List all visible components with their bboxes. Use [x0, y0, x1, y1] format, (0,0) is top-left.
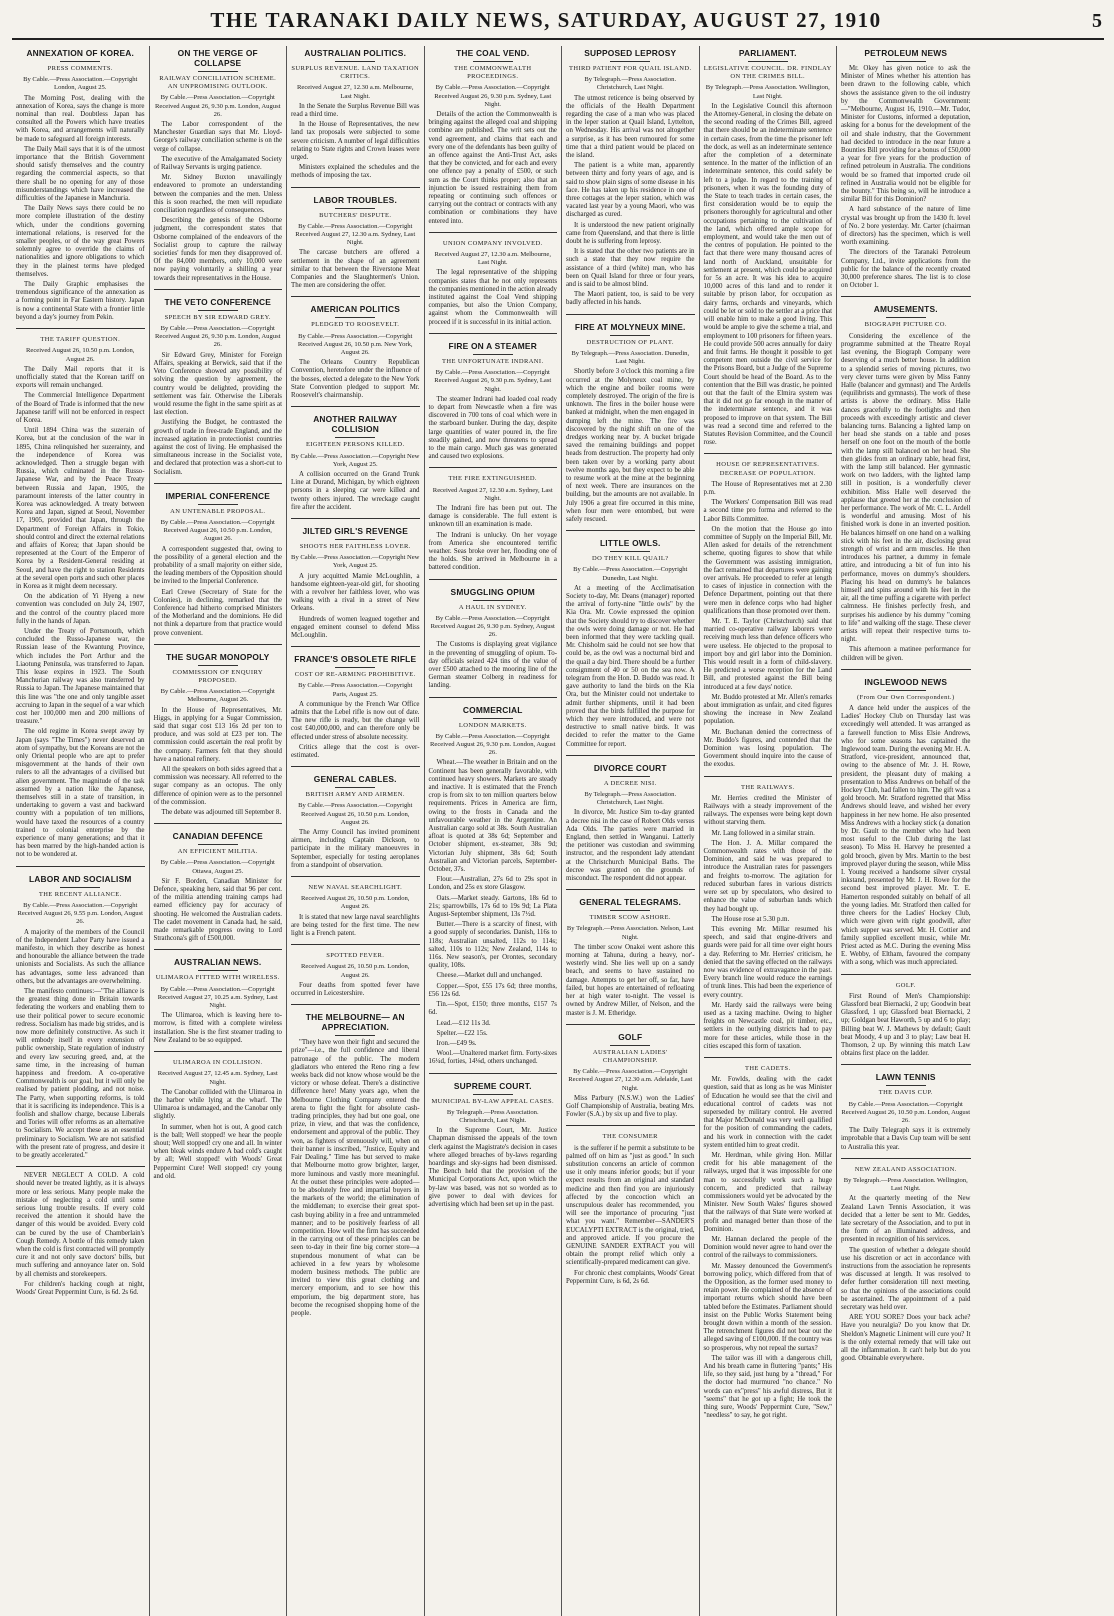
article-paragraph: In the House of Representatives, the new land tax proposals were subjected to some severe criticism. A number of legal difficulties relating to State rights and Crown leases were urged. — [291, 121, 420, 162]
article-paragraph: It is stated that the other two patients are in such a state that they now require the assistance of a third (white) man, who has been on Quail Island for three or four years, and is said to be almost blind. — [566, 248, 695, 289]
article-paragraph: In the Senate the Surplus Revenue Bill was read a third time. — [291, 102, 420, 119]
article-paragraph: Wheat.—The weather in Britain and on the Continent has been generally favorable, with continued heavy showers. Markets are steady and inactive. It is estimated that the French crop is from six to ten million quarters below requirements. Prices in America are firm, owing to the frosts in Canada and the unfavourable weather in the Argentine. An Australian cargo sold at 38s. South Australian afloat is quoted at 38s 6d; September and October shipment, ex-steamer, 38s 9d; Victorian July shipment, 38s 6d; South Australian and Victorian parcels, September-October, 37s. — [428, 759, 557, 874]
article-subhead: PLEDGED TO ROOSEVELT. — [311, 321, 400, 329]
headline-rule — [610, 335, 650, 336]
article-subhead: (From Our Own Correspondent.) — [856, 693, 955, 701]
article-paragraph: Four deaths from spotted fever have occurred in Leicestershire. — [291, 981, 420, 998]
headline-rule — [198, 310, 238, 311]
article-paragraph: The Daily Mail reports that it is unofficially stated that the Korean tariff on exports will remain unchanged. — [16, 365, 145, 390]
article-subhead: AN UNTENABLE PROPOSAL. — [170, 507, 266, 515]
headline-rule — [335, 539, 375, 540]
article-paragraph: Mr. Lang followed in a similar strain. — [711, 829, 815, 837]
headline-rule — [335, 667, 375, 668]
article-subhead: DO THEY KILL QUAIL? — [592, 555, 669, 563]
article — [154, 48, 283, 283]
article-paragraph: It is stated that new large naval searchlights are being tested for the first time. The new light is a French patent. — [291, 913, 420, 938]
article-headline: LABOR AND SOCIALISM — [28, 873, 132, 884]
article-paragraph: A correspondent suggested that, owing to the possibility of a general election and the probability of a small majority on either side, the leading members of the Opposition should be invited to the Imperial Conference. — [153, 545, 282, 586]
article-headline: LABOR TROUBLES. — [313, 194, 397, 205]
article — [429, 232, 558, 327]
article-paragraph: Describing the genesis of the Osborne judgment, the correspondent states that Osborne complained of the endeavors of the Socialist group to capture the railway societies' funds for men they disapproved of. Of the 84,000 members, only 10,000 were now paying voluntarily a shilling a year towards their representatives in the House. — [153, 217, 282, 282]
headline-rule — [610, 551, 650, 552]
article — [291, 944, 420, 998]
headline-rule — [335, 317, 375, 318]
article-paragraph: Sir Edward Grey, Minister for Foreign Affairs, speaking at Berwick, said that if the Veto Conference showed any possibility of solving the question by agreement, the country would be delighted, providing the settlement was fair. Otherwise the Liberals would resume the fight in the same spirit as at last election. — [153, 351, 282, 417]
column-4 — [425, 46, 563, 1616]
article — [154, 949, 283, 1045]
headline-rule — [335, 437, 375, 438]
article-subhead: THE TARIFF QUESTION. — [40, 336, 121, 344]
article-headline: SUPPOSED LEPROSY — [584, 48, 677, 58]
article-paragraph: Shortly before 3 o'clock this morning a fire occurred at the Molyneux coal mine, by which the engine and boiler rooms were completely destroyed. The origin of the fire is unknown. The fires in the boiler house were banked at midnight, when the men engaged in dumping left the mine. The fire was discovered by the night shift on one of the dredges working near by. A bucket brigade saved the remaining buildings and poppet heads from destruction. The property had only been taken over by a working party about twelve months ago, but they expect to be able to resume work at the mine at the beginning of next week. There are insurances on the building, but the amounts are not available. In July 1906 a great fire occurred in this mine, when four men were entombed, but were safely rescued. — [566, 368, 695, 523]
article — [291, 406, 420, 512]
article-headline: ANNEXATION OF KOREA. — [26, 48, 135, 58]
article-headline: LITTLE OWLS. — [599, 538, 661, 549]
article-paragraph: In the House of Representatives, Mr. Higgs, in applying for a Sugar Commission, said that sugar cost £13 16s 2d per ton to produce, and was sold at £23 per ton. The commission could ascertain the real profit by the company. Farmers felt that they should have a national refinery. — [153, 706, 282, 763]
article-paragraph: Miss Parbury (N.S.W.) won the Ladies' Golf Championship of Australia, beating Mrs. Fowler (S.A.) by six up and five to play. — [566, 1094, 695, 1119]
article-dateline: By Cable.—Press Association.—Copyright Received August 26, 9.30 p.m. Sydney, Last Night. — [434, 84, 552, 108]
article-subhead: ULIMAROA FITTED WITH WIRELESS. — [155, 974, 280, 982]
article-paragraph: The Daily News says there could be no more complete illustration of the destiny which, under the conditions governing international relations, is reserved for the smaller peoples, or of the way great Powers solemnly agree to override the claims of nationalities and ignore obligations to which they in the plainest terms have pledged themselves. — [16, 205, 145, 278]
article — [291, 1004, 420, 1318]
article-paragraph: For chronic chest complaints, Woods' Great Peppermint Cure, is 6d, 2s 6d. — [566, 1269, 695, 1285]
article-dateline: By Telegraph.—Press Association. Christchurch, Last Night. — [446, 1108, 539, 1124]
article-paragraph: It is understood the new patient originally came from Queensland, and that there is little doubt he is suffering from leprosy. — [566, 221, 695, 246]
article-dateline: By Telegraph.—Press Association. Nelson, Last Night. — [566, 925, 694, 941]
article-paragraph: For children's hacking cough at night, Woods' Great Peppermint Cure, is 6d. 2s 6d. — [16, 1280, 145, 1297]
article-paragraph: On the motion that the House go into committee of Supply on the Imperial Bill, Mr. Allen asked for details of the retrenchment scheme, quoting figures to show that while the Government was assisting immigration, the fact remained that departures were gaining over arrivals. He proceeded to refer at length to cases of injustice in connection with the Defence Department, pointing out that there were men in defence corps who had higher qualifications than those promoted over them. — [703, 525, 832, 615]
column-5 — [562, 46, 700, 1616]
article-headline: INGLEWOOD NEWS — [864, 676, 948, 687]
article-subhead: COST OF RE-ARMING PROHIBITIVE. — [294, 671, 416, 679]
article-paragraph: Ministers explained the schedules and the methods of imposing the tax. — [291, 164, 420, 180]
article — [841, 48, 971, 290]
article-dateline: By Telegraph.—Press Association. Christchurch, Last Night. — [584, 791, 677, 807]
article-paragraph: Mr. Massey denounced the Government's borrowing policy, which differed from that of the Opposition, as the former used money to retain power. He complained of the absence of important returns which should have been tabled before the Estimates. Parliament should insist on the Public Works Statement being brought down within a month of the session. The retrenchment figures did not bear out the alleged saving of £100,000. If the country was so prosperous, why not repeal the surtax? — [703, 1262, 832, 1352]
article-paragraph: The Indrani is unlucky. On her voyage from America she encountered terrific weather. Seas broke over her, flooding one of the holds. She arrived in Melbourne in a battered condition. — [428, 531, 557, 572]
article — [841, 1158, 971, 1364]
article-paragraph: Mr. Okey has given notice to ask the Minister of Mines whether his attention has been drawn to the following cable, which shows the assistance given to the oil industry by the Commonwealth Government:—"Melbourne, August 16, 1910.—Mr. Tudor, Minister for Customs, informed a deputation, asking for a bonus for the development of the oil and shale industry, that the Government had decided to introduce in the near future a Bounties Bill providing for a bonus of £50,000 a year for five years for the production of refined petroleum in Australia. The conditions would be so framed that imported crude oil refined in Australia would not be eligible for the bounty." This being so, will he introduce a similar Bill for this Dominion? — [841, 65, 971, 204]
article-dateline: By Cable.—Press Association.—Copyright Received August 26, 10.50 p.m. London, August 26. — [160, 518, 275, 543]
article — [16, 1166, 145, 1297]
article-paragraph: The tailor was ill with a dangerous chill, And his breath came in fluttering "pants;" His life, so they said, just hung by a "thread," For the doctor had murmured "no chance." No words can ex"press" his awful distress, But it "seems" that he got up a fight; He took the thing sure, Woods' Peppermint Cure, "Sew," "needless" to say, he got right. — [703, 1354, 832, 1420]
article-paragraph: Cheese.—Market dull and unchanged. — [436, 972, 543, 980]
article-headline: GENERAL CABLES. — [313, 774, 397, 785]
column-6 — [700, 46, 838, 1616]
article-paragraph: All the speakers on both sides agreed that a commission was necessary. All referred to the sugar company as an octopus. The only difference of opinion were as to the personnel of the commission. — [153, 766, 282, 806]
headline-rule — [335, 208, 375, 209]
article-paragraph: Tin.—Spot, £150; three months, £157 7s 6d. — [428, 1001, 557, 1017]
article-paragraph: The utmost reticence is being observed by the officials of the Health Department regarding the case of a man who was placed in the leper station at Quail Island, Lyttelton, on Wednesday. His arrival was not altogether a surprise, as it has been rumoured for some time that a third patient would be placed on the island. — [566, 94, 695, 160]
article-headline: JILTED GIRL'S REVENGE — [302, 525, 409, 536]
article-paragraph: The directors of the Taranaki Petroleum Company, Ltd., invite applications from the public for the balance of the recently created 30,000 preference shares. The list is to close on October 1. — [841, 249, 971, 290]
article-dateline: By Cable.—Press Association.—Copyright Melbourne, August 26. — [160, 688, 275, 704]
article-paragraph: The House of Representatives met at 2.30 p.m. — [703, 480, 832, 496]
article-paragraph: Oats.—Market steady. Gartons, 18s 6d to 21s; sparrowbills, 17s 6d to 19s 9d; La Plata August-September shipment, 13s 7½d. — [428, 894, 557, 919]
article-dateline: Received August 27, 12.30 a.m. Melbourne, Last Night. — [297, 84, 414, 100]
article-paragraph: The executive of the Amalgamated Society of Railway Servants is urging patience. — [153, 155, 282, 172]
article-paragraph: The manifesto continues:—"The alliance is the greatest thing done in Britain towards federating the workers and enabling them to use their political power to secure economic redress. Socialism has made big strides, and is now more definitely constructive. As such it will embody itself in every extension of public ownership, State regulation of industry and every law securing greed, and, at the same time, in the increasing of human happiness and freedom. A co-operative Commonwealth is our goal, but it will only be realised by patient plodding, and not noise. The Party, when supporting reforms, is told that it is sacrificing its independence. This is a foolish and shallow charge, because Liberals and Tories will offer reforms as an alternative to Socialism. We accept these as an essential preliminary to Socialism. We are not satisfied with the present rate of progress, and desire it to be greatly accelerated." — [16, 987, 145, 1159]
article-dateline: By Cable.—Press Association.—Copyright Dunedin, Last Night. — [573, 566, 688, 582]
article-subhead: THIRD PATIENT FOR QUAIL ISLAND. — [569, 65, 692, 72]
article — [16, 48, 145, 322]
article-paragraph: The timber scow Onakei went ashore this morning at Tahuna, during a heavy, nor'-westerly wind. She lies well up on a sandy beach, and seems to have sustained no damage. Attempts to get her off, so far, have failed, but hopes are entertained of refloating her at high water to-night. The vessel is owned by Andrew Miller, of Nelson, and the master is J. M. Etheridge. — [566, 943, 695, 1017]
article-dateline: Received August 26, 10.50 p.m. London, August 26. — [301, 963, 410, 979]
article-paragraph: The debate was adjourned till September 8. — [161, 809, 282, 817]
article-subhead: EIGHTEEN PERSONS KILLED. — [305, 441, 405, 449]
article-paragraph: Mr. Fowlds, dealing with the cadet question, said that as long as he was Minister of Education he would see that the civil and educational control of cadets was not superseded by military control. He averred that Major McDonald was very well qualified for the position of commanding the cadets, and his work in connection with the cadet system entitled him to great credit. — [703, 1076, 832, 1149]
headline-rule — [610, 910, 650, 911]
article-paragraph: A hard substance of the nature of lime crystal was brought up from the 1430 ft. level of No. 2 bore yesterday. Mr. Carter (chairman of directors) has the specimen, which is well worth examining. — [841, 206, 971, 247]
article-paragraph: First Round of Men's Championship: Glassford beat Biernacki, 2 up; Goodwin beat Glassford, 1 up; Glassford beat Biernacki, 2 up; Goldgan beat Haworth, 5 up and 6 to play; Billing beat W. J. Mathews by default; Gault beat Moody, 4 up and 3 to play; Law beat H. Thomson, 2 up. By winning this match Law obtains first place on the ladder. — [841, 992, 971, 1058]
article-subhead: THE UNFORTUNATE INDRANI. — [442, 357, 544, 365]
article-paragraph: Copper.—Spot, £55 17s 6d; three months, £56 12s 6d. — [428, 982, 557, 998]
article-paragraph: Mr. T. E. Taylor (Christchurch) said that married co-operative railway laborers were receiving much less than defence officers who were useless. He objected to the proposal to import boy and girl labor into the Dominion. This would result in a form of child-slavery. He predicted a worse reception for the Land Bill, and protested against the Bill being introduced at a few days' notice. — [703, 618, 832, 691]
article-headline: GOLF — [618, 1031, 643, 1042]
article — [704, 453, 833, 769]
article — [291, 766, 420, 870]
article-subhead: BUTCHERS' DISPUTE. — [319, 211, 392, 219]
article-paragraph: The Customs is displaying great vigilance in the preventing of smuggling of opium. To-day officials seized 424 tins of the value of over £500 attached to the mooring line of the German steamer Colberg in readiness for landing. — [428, 641, 557, 690]
article-paragraph: The House rose at 5.30 p.m. — [711, 915, 790, 923]
article-dateline: By Cable.—Press Association.—Copyright Received August 26, 10.50 p.m. New York, August 26. — [297, 332, 413, 357]
article-paragraph: The Commercial Intelligence Department of the Board of Trade is informed that the new Japanese tariff will not be enforced in respect of Korea. — [16, 392, 145, 424]
article-paragraph: The Daily Telegraph says it is extremely improbable that a Davis Cup team will be sent to Australia this year. — [841, 1127, 971, 1151]
headline-rule — [473, 354, 513, 355]
headline-rule — [198, 665, 238, 666]
article-headline: AUSTRALIAN POLITICS. — [304, 48, 407, 58]
article — [566, 755, 695, 883]
headline-rule — [748, 61, 788, 62]
article-headline: THE VETO CONFERENCE — [164, 296, 271, 307]
article-subhead: NEW ZEALAND ASSOCIATION. — [854, 1165, 957, 1173]
headline-rule — [60, 887, 100, 888]
article-dateline: By Telegraph.—Press Association. Wellington, Last Night. — [705, 84, 830, 100]
article-paragraph: The Ulimaroa, which is leaving here to-morrow, is fitted with a complete wireless installation. She is the first steamer trading to New Zealand to be so equipped. — [153, 1012, 282, 1044]
article-headline: THE MELBOURNE— AN APPRECIATION. — [305, 1012, 405, 1033]
article-paragraph: This evening Mr. Millar resumed his speech, and said that engine-drivers and guards were paid for all time over eight hours a day. Referring to Mr. Herries' criticism, he denied that the saving effected on the railways now was evidence of extravagance in the past. Every branch line would reduce the earnings of trunk lines. This had been the experience of every country. — [703, 925, 832, 999]
headline-rule — [473, 61, 513, 62]
article — [429, 467, 558, 572]
article-paragraph: Considering the excellence of the programme submitted at the Theatre Royal last evening, the Biograph Company were deserving of a much better house. In addition to a splendid series of moving pictures, two very clever turns were given by Miss Fanny Halle (balancer and gymnast) and The Ardells (equilibrists and gymnasts). The work of these artists is above the ordinary. Miss Halle dances gracefully to the footlights and then proceeds with exceedingly artistic and clever balancing turns. Balancing a lighted lamp on her head she stands on a table and poses herself on one foot on the mouth of the bottle with the lamp still balanced on her head. She then glides from an ordinary table, head first, with the lamp still balanced. Her gymnastic work on two ladders, with the lighted lamp still in position, is a wonderfully clever exhibition. Miss Halle well deserved the applause that greeted her at the conclusion of her performance. The work of Mr. C. L. Ardell is wonderful and amusing. Most of his finished work is done in an inverted position. He balances himself on one hand on a walking stick with his feet in the air, disclosing great strength of wrist and arm muscles. He then introduces his partner, a dummy in female attire, and introducing a bit of fun into his performance, moves on dummy's shoulders. Placing his head on dummy's he balances himself and spins around with his feet in the air, all the time puffing a cigarette with perfect calmness. He finishes perfectly fresh, and surprises his audience by his dummy "coming to life" and walking off the stage. These clever artists will repeat their respective turns to-night. — [841, 332, 971, 644]
article-paragraph: The Morning Post, dealing with the annexation of Korea, says the change is more nominal than real. Doubtless Japan has consulted all the Powers which have treaties with Korea, and arrangements will naturally be made to safeguard all foreign interests. — [16, 94, 145, 143]
article-subhead: THE DAVIS CUP. — [878, 1089, 933, 1097]
article-paragraph: At the quarterly meeting of the New Zealand Lawn Tennis Association, it was decided that a letter be sent to Mr. Geddes, late secretary of the Association, and to put in the form of an illuminated address, and presented in recognition of his services. — [841, 1195, 971, 1244]
article-paragraph: The Daily Graphic emphasises the tremendous significance of the annexation as a forming point in Far Eastern history. Japan is now a continental State with a frontier little beyond a day's journey from Pekin. — [16, 281, 145, 321]
article-headline: COMMERCIAL — [462, 704, 523, 715]
article-paragraph: Details of the action the Commonwealth is bringing against the alleged coal and shipping combine are published. The writ sets out the vend agreement, and claims that each and every one of the defendants has been guilty of an offence against the Anti-Trust Act, asks that they be convicted, and for each and every one offence pay a penalty of £500, or such sum as the Court thinks proper; also that an injunction be issued restraining them from repeating or continuing such offences or carrying out the contract or contracts with any combination or combinations they have entered into. — [428, 111, 557, 225]
column-1 — [12, 46, 150, 1616]
headline-rule — [473, 1094, 513, 1095]
article-paragraph: "They have won their fight and secured the prize"—i.e., the full confidence and liberal patronage of the public. The modern gladiators who entered the Reno ring a few weeks back did not know whose would be the victory or whose defeat. There's a distinctive difference here! Many years ago, when the Melbourne Clothing Company entered the arena to fight the fight for absolute cash-trading principles, they had but one goal, one prize, in view, and that was the confidence, endorsement and approval of the public. They won, as fighters of strenuously will, when on their banner is inscribed, "Justice, Equity and Fair Dealing." Time has but served to make that Melbourne motto grow brighter, larger, more luminous and vastly more meaningful. At the outset these principles were adopted—to be absolutely free and impartial buyers in the markets of the world; the elimination of the middleman; to exercise their great spot-cash buying ability in a free and untrammeled manner; and to be positively fearless of all competition. How well the firm has succeeded in the carrying out of these principles can be seen to-day in their fine big corner store—a stupendous monument of what can be achieved in a few years by wholesome modern business methods. The public are invited to view this great clothing and mercery emporium, and to see how this emporium, the big department store, has become the recognised shopping home of the people. — [291, 1039, 420, 1317]
article-headline: FRANCE'S OBSOLETE RIFLE — [294, 654, 417, 665]
article-subhead: GOLF. — [895, 981, 916, 989]
article — [154, 823, 283, 943]
article-dateline: By Cable.—Press Association.—Copyright Ottawa, August 25. — [160, 859, 275, 875]
article-paragraph: The question of whether a delegate should use his discretion or act in accordance with instructions from the association he represents was discussed at length. It was resolved to defer further consideration till next meeting, so that the opinions of the associations could be ascertained. The appointment of a paid secretary was held over. — [841, 1246, 971, 1312]
article-headline: AMUSEMENTS. — [873, 304, 938, 315]
article-paragraph: Sir F. Borden, Canadian Minister for Defence, speaking here, said that 96 per cent. of the militia attending training camps had earned efficiency pay for accuracy of shooting. He welcomed the Australian cadets. The cadet movement in Canada had, he said, made remarkable progress owing to Lord Strathcona's gift of £500,000. — [153, 877, 282, 943]
page-number: 5 — [1092, 10, 1102, 32]
article-paragraph: Mr. Sidney Buxton unavailingly endeavored to promote an understanding between the companies and the men. Unless this is soon reached, the men will repudiate conciliation regardless of consequences. — [153, 174, 282, 215]
article-headline: CANADIAN DEFENCE — [172, 831, 263, 842]
article-paragraph: The legal representative of the shipping companies states that he not only represents the companies mentioned in the action already instituted against the Coal Vend shipping companies, but also the Union Company, against whom the Commonwealth will proceed if it is successful in its initial action. — [428, 269, 557, 326]
article-headline: LAWN TENNIS — [875, 1072, 936, 1083]
article-paragraph: At a meeting of the Acclimatisation Society to-day, Mr. Deans (manager) reported the arrival of forty-nine "little owls" by the Kia Ora. Mr. Cowie expressed the opinion that the Society should try to discover whether the owls were doing damage or not. He had been informed that they were tackling quail. Mr. Chisholm said he could not see how that could be, as the owl was a nocturnal bird and the quail a day bird. There should be a further consignment of 40 or 50 on the sea now. A telegram from the Hon. D. Buddo was read. It gave authority to land the birds on the Kia Ora, but the Minister could not undertake to admit further shipments, until it had been proved that the birds fulfilled the purpose for which they were introduced, and were not destructive to small native birds. It was decided to refer the matter to the Game Committee for report. — [566, 584, 695, 748]
article-dateline: Received August 26, 10.50 p.m. London, August 26. — [301, 895, 410, 911]
article-dateline: Received August 27, 12.30 a.m. Sydney, Last Night. — [432, 486, 553, 502]
article-paragraph: Mr. Hannan declared the people of the Dominion would never agree to hand over the control of the railways to commissioners. — [703, 1236, 832, 1260]
article-headline: GENERAL TELEGRAMS. — [579, 897, 682, 908]
article — [154, 483, 283, 638]
article-dateline: By Cable.—Press Association.—Copyright Received August 26, 9.30 p.m. London, August 26. — [430, 732, 556, 757]
article — [704, 48, 833, 447]
article — [154, 289, 283, 477]
article-headline: THE COAL VEND. — [456, 48, 530, 58]
article — [16, 328, 145, 860]
headline-rule — [610, 1045, 650, 1046]
headline-rule — [198, 970, 238, 971]
article-dateline: By Cable.—Press Association.—Copyright New York, August 25. — [291, 554, 420, 570]
article-subhead: NEW NAVAL SEARCHLIGHT. — [308, 884, 403, 892]
article-paragraph: In summer, when hot is out, A good catch is the ball; Well stopped! we hear the people shout; Well stopped! cry one and all. In winter when bleak winds endure A bad cold's caught by all; Well stopped! with Woods' Great Peppermint Cure! Well stopped! cry young and old. — [153, 1123, 282, 1180]
article-subhead: COMMISSION OF ENQUIRY PROPOSED. — [172, 668, 263, 684]
article-dateline: By Cable.—Press Association.—Copyright Received August 26, 9.30 p.m. Sydney, Last Night. — [434, 369, 552, 393]
article-dateline: By Cable.—Press Association.—Copyright Received August 26, 9.55 p.m. London, August 26. — [17, 901, 143, 926]
article-paragraph: ARE YOU SORE? Does your back ache? Have you neuralgia? Do you know that Dr. Sheldon's Magnetic Liniment will cure you? It is the only external remedy that will take out all the inflammation. It can't help but do you good. Obtainable everywhere. — [841, 1314, 971, 1363]
article-dateline: By Telegraph.—Press Association. Wellington, Last Night. — [843, 1176, 968, 1193]
article — [566, 314, 695, 524]
article-paragraph: is the sufferer if he permit a substitute to be palmed off on him as "just as good." In such substitution concerns an article of common use it only means inferior goods; but if your expect results from an original and standard medicine and then find you are injuriously affected by the concoction which an unscrupulous dealer has recommended, you will see the importance of procuring "just what you want." Remember—SANDER'S EUCALYPTI EXTRACT is the original, tried, and approved article. If you procure the GENUINE SANDER EXTRACT you will obtain the prompt relief which only a scientifically-prepared medicament can give. — [566, 1144, 695, 1267]
headline-rule — [198, 504, 238, 505]
headline-rule — [886, 1085, 926, 1086]
headline-rule — [198, 844, 238, 845]
article-paragraph: The Indrani fire has been put out. The damage is considerable. The full extent is unknown till an examination is made. — [428, 504, 557, 529]
article-paragraph: Mr. Hardy said the railways were being used as a taxing machine. Owing to higher freights on Newcastle coal, pit timber, etc., settlers in the outlying districts had to pay more for these articles, while those in the cities escaped this form of taxation. — [703, 1001, 832, 1050]
article — [566, 1125, 695, 1286]
article-subhead: THE RECENT ALLIANCE. — [38, 890, 122, 898]
headline-rule — [610, 61, 650, 62]
columns — [12, 46, 1104, 1616]
article-dateline: By Cable.—Press Association.—Copyright Received August 26, 10.50 p.m. London, August 26. — [298, 802, 413, 826]
article-paragraph: Wool.—Unaltered market firm. Forty-sixes 16¼d, forties, 14⅛d, others unchanged. — [428, 1050, 557, 1066]
article-dateline: By Telegraph.—Press Association. Dunedin, Last Night. — [571, 349, 690, 366]
article-headline: ANOTHER RAILWAY COLLISION — [313, 414, 398, 435]
newspaper-title: THE TARANAKI DAILY NEWS, SATURDAY, AUGUST 27, 1910 — [210, 8, 882, 32]
article-paragraph: The Canobar collided with the Ulimaroa in the harbor while lying at the wharf. The Ulimaroa is undamaged, and the Canobar only slightly. — [153, 1088, 282, 1121]
article-paragraph: Critics allege that the cost is over-estimated. — [291, 743, 420, 759]
article-subhead: ULIMAROA IN COLLISION. — [172, 1059, 263, 1067]
article-headline: SMUGGLING OPIUM — [450, 586, 535, 597]
article-dateline: By Cable.—Press Association.—Copyright Received August 26, 9.30 p.m. Sydney, August 26. — [430, 614, 555, 639]
column-3 — [287, 46, 425, 1616]
article-paragraph: A majority of the members of the Council of the Independent Labor Party have issued a manifesto, in which they describe as honest and honourable the alliance between the trade unionists and Socialists. As such the alliance has advantages, some less advanced than others, but the advantages are overwhelming. — [16, 928, 145, 985]
column-7 — [837, 46, 975, 1616]
article-subhead: DESTRUCTION OF PLANT. — [586, 338, 674, 346]
article-paragraph: Butter.—There is a scarcity of finest, with a good supply of secondaries. Danish, 116s to 118s; Australian unsalted, 112s to 114s; salted, 110s to 112s; New Zealand, 114s to 116s. New season's, per Orontes, secondary quality, 108s. — [428, 921, 557, 970]
article-paragraph: The steamer Indrani had loaded coal ready to depart from Newcastle when a fire was discovered in 700 tons of coal which were in the starboard bunker. During the day, despite large quantities of water poured in, the fire steadily gained, and now threatens to spread to the main cargo. Much gas was generated and caused two explosions. — [428, 395, 557, 461]
article — [429, 697, 558, 1067]
article — [429, 48, 558, 226]
article-headline: AUSTRALIAN NEWS. — [174, 957, 262, 968]
article-paragraph: Justifying the Budget, he contrasted the growth of trade in free-trade England, and the increased agitation in protectionist countries against the cost of living. He emphasised the simultaneous increase in the Socialist vote, and declared that protection was a short-cut to Socialism. — [153, 419, 282, 476]
article-subhead: A HAUL IN SYDNEY. — [458, 603, 527, 611]
article-subhead: A DECREE NISI. — [603, 779, 657, 787]
headline-rule — [610, 776, 650, 777]
article-subhead: THE CADETS. — [744, 1064, 791, 1072]
article — [429, 333, 558, 461]
article-paragraph: Mr. Herdman, while giving Hon. Millar credit for his able management of the railways, urged that it was impossible for one man to successfully work such a huge concern, and predicted that railway commissioners would yet be advocated by the Minister. New South Wales' figures showed that the railways of that State were worked at profit and managed better than those of the Dominion. — [703, 1151, 832, 1233]
article-subhead: THE COMMONWEALTH PROCEEDINGS. — [454, 65, 532, 81]
article-dateline: Received August 26, 10.50 p.m. London, August 26. — [26, 347, 135, 363]
article — [704, 776, 833, 1051]
article-subhead: THE RAILWAYS. — [740, 783, 795, 791]
headline-rule — [198, 71, 238, 72]
article-paragraph: The Maori patient, too, is said to be very badly affected in his hands. — [566, 291, 695, 307]
headline-rule — [886, 690, 926, 691]
article-paragraph: A communique by the French War Office admits that the Lebel rifle is now out of date. The new rifle is ready, but the change will cost £40,000,000, and can therefore only be effected under stress of absolute necessity. — [291, 700, 420, 741]
article-subhead: THE CONSUMER — [602, 1133, 658, 1141]
article-paragraph: This afternoon a matinee performance for children will be given. — [841, 646, 971, 662]
article-subhead: SPEECH BY SIR EDWARD GREY. — [164, 313, 271, 321]
article-paragraph: Spelter.—£22 15s. — [436, 1029, 488, 1037]
headline-rule — [473, 600, 513, 601]
article-paragraph: Mr. Herries credited the Minister of Railways with a steady improvement of the railways. The expenses were being kept down without starving them. — [703, 794, 832, 827]
headline-rule — [335, 61, 375, 62]
article-paragraph: A collision occurred on the Grand Trunk Line at Durand, Michigan, by which eighteen persons in a sleeping car were killed and twenty others injured. The wreckage caught fire after the accident. — [291, 470, 420, 511]
article-dateline: By Cable.—Press Association.—Copyright New York, August 25. — [291, 452, 420, 468]
article-headline: FIRE AT MOLYNEUX MINE. — [574, 321, 686, 332]
article-headline: PARLIAMENT. — [738, 48, 797, 58]
article-paragraph: The Army Council has invited prominent airmen, including Captain Dickson, to participate in the military manoeuvres in September, especially for testing aeroplanes from a standpoint of observation. — [291, 829, 420, 869]
article-headline: FIRE ON A STEAMER — [448, 340, 537, 351]
article — [704, 1057, 833, 1421]
article-paragraph: Under the Treaty of Portsmouth, which concluded the Russo-Japanese war, the Russian lease of the Kwantung Province, which includes the Port Arthur and the Liaotung Peninsula, was transferred to Japan. This lease expires in 1923. The South Manchurian railway was also transferred by Russia to Japan. The Japanese maintained that this line was "the one and only tangible asset accruing to Japan in the sequel of a war which cost her 100,000 men and 200 millions of treasure." — [16, 628, 145, 726]
article-paragraph: A dance held under the auspices of the Ladies' Hockey Club on Thursday last was exceedingly well attended. It was arranged as a farewell function to Miss Elsie Andrews, who for some seasons has captained the Inglewood team. During the evening Mr. H. A. Stratford, vice-president, announced that, owing to the absence of Mr. J. H. Rowe, president, the pleasant duty of making a presentation to Miss Andrews on behalf of the Hockey Club, had fallen to him. The gift was a gold brooch. Mr. Stratford regretted that Miss Andrews should leave, and wished her every happiness in her new home. He also presented Miss Andrews with a hockey stick (a donation by Dr. Gault to the member who had been most useful to the Club during the last season). To Miss H. Harvey he presented a gold brooch, given by Mrs. Martin to the best improved player during the season, while Miss I. Young received a handsome silver crystal inkstand, presented by Mr. J. H. Rowe for the second best improved player. Mr. T. E. Hamerton responded suitably on behalf of all the young ladies. Mr. Stratford then called for three cheers for the Ladies' Hockey Club, which were given with right goodwill, after which supper was served. Mr. H. Cottier and family supplied excellent music, while Mr. Priest acted as M.C. During the evening Miss E. Webby, of Eltham, favoured the company with a song, which was much appreciated. — [841, 705, 971, 967]
article-dateline: By Telegraph.—Press Association. Christchurch, Last Night. — [584, 76, 677, 92]
article-paragraph: A jury acquitted Mamie McLoughlin, a handsome eighteen-year-old girl, for shooting with a revolver her faithless lover, who was walking with a rival in a street of New Orleans. — [291, 572, 420, 613]
article-paragraph: On the abdication of Yi Hyeng a new convention was concluded on July 24, 1907, and the control of the country placed more fully in the hands of Japan. — [16, 593, 145, 625]
article-paragraph: The Hon. J. A. Millar compared the Commonwealth rates with those of the Dominion, and said he was prepared to introduce the Australian rates for passengers and freights to-morrow. The agitation for reduced suburban fares in various districts were set up by speculators, who desired to enhance the value of suburban lands which they had bought up. — [703, 839, 832, 913]
article-paragraph: Hundreds of women leagued together and engaged eminent counsel to defend Miss McLoughlin. — [291, 615, 420, 639]
article-subhead: AN EFFICIENT MILITIA. — [177, 848, 258, 856]
article-subhead: SURPLUS REVENUE. LAND TAXATION CRITICS. — [291, 65, 420, 81]
article-paragraph: The carcase butchers are offered a settlement in the shape of an agreement similar to that between the Riverstone Meat Companies and the Slaughtermen's Union. The men are considering the offer. — [291, 249, 420, 290]
article-subhead: UNION COMPANY INVOLVED. — [442, 239, 543, 247]
article-paragraph: The old regime in Korea swept away by Japan (says "The Times") never deserved an atom of sympathy, but the Koreans are not the only Oriental people who are apt to prefer misgovernment at the hands of their own rulers to all the advantages of a civilised but alien government. The magnitude of the task assumed by a nation like the Japanese, themselves still in a state of transition, in undertaking to govern a vast and backward country with a population of ten millions, would have taxed the resources of a country trained to colonial enterprise by the experience of many generations; and that it has been marred by the high-handed action is not to be wondered at. — [16, 728, 145, 859]
article-paragraph: In the Supreme Court, Mr. Justice Chapman dismissed the appeals of the town clerk against the Magistrate's decision in cases where alleged breaches of by-laws regarding hoardings and sky-signs had been dismissed. The Bench held that the provision of the Municipal Corporations Act, upon which the by-law was based, was not so worded as to give power to deal with devices for advertising which had been set up in the past. — [428, 1127, 557, 1208]
article-dateline: By Cable.—Press Association.—Copyright Paris, August 25. — [298, 682, 413, 698]
article-dateline: By Cable.—Press Association.—Copyright Received August 27, 10.25 a.m. Sydney, Last Night. — [157, 985, 278, 1010]
masthead — [12, 8, 1104, 40]
article-subhead: LONDON MARKETS. — [458, 721, 527, 729]
article — [566, 48, 695, 308]
article-paragraph: Until 1894 China was the suzerain of Korea, but at the conclusion of the war in 1895, China relinquished her suzerainty, and the independence of Korea was acknowledged. Then a struggle began with Russia, which culminated in the Russo-Japanese War, and by the Peace Treaty between Russia and Japan, 1905, the paramount interests of the latter country in Korea was acknowledged. A treaty between Korea and Japan, signed at Seoul, November 17, 1905, provided that Japan, through the Department of Foreign Affairs in Tokio, should control and direct the external relations and affairs of Korea; that Japan should be represented at the Court of the Emperor of Korea by a Resident-General residing at Seoul, and have the right to station Residents at the several open ports and such other places in Korea as it might deem necessary. — [16, 427, 145, 590]
column-2 — [150, 46, 288, 1616]
article-headline: PETROLEUM NEWS — [864, 48, 948, 58]
article-headline: THE SUGAR MONOPOLY — [166, 651, 270, 662]
article — [566, 889, 695, 1017]
article-dateline: By Cable.—Press Association.—Copyright Received August 26, 10.50 p.m. London, August 26. — [841, 1100, 971, 1124]
article — [291, 518, 420, 640]
article-dateline: By Cable.—Press Association.—Copyright Received August 27, 12.30 a.m. Sydney, Last Night. — [295, 222, 416, 247]
article-subhead: LEGISLATIVE COUNCIL. DR. FINDLAY ON THE CRIMES BILL. — [703, 65, 832, 81]
article-dateline: Received August 27, 12.45 a.m. Sydney, Last Night. — [157, 1070, 278, 1086]
article-subhead: THE FIRE EXTINGUISHED. — [448, 475, 537, 483]
article-headline: IMPERIAL CONFERENCE — [165, 490, 271, 501]
article-headline: ON THE VERGE OF COLLAPSE — [177, 48, 258, 68]
article — [841, 296, 971, 662]
headline-rule — [886, 61, 926, 62]
article — [291, 296, 420, 400]
article — [429, 1073, 558, 1210]
article — [841, 974, 971, 1059]
article — [841, 1064, 971, 1151]
article-paragraph: Flour.—Australian, 27s 6d to 29s spot in London, and 25s ex store Glasgow. — [428, 876, 557, 892]
article — [154, 1051, 283, 1181]
article — [566, 530, 695, 749]
article — [16, 866, 145, 1161]
article-subhead: RAILWAY CONCILIATION SCHEME. AN UNPROMISING OUTLOOK. — [159, 75, 277, 91]
article — [291, 646, 420, 760]
article-paragraph: The Workers' Compensation Bill was read a second time pro forma and referred to the Labor Bills Committee. — [703, 499, 832, 523]
article — [841, 669, 971, 968]
article-paragraph: Iron.—£49 9s. — [436, 1039, 477, 1047]
article — [291, 876, 420, 938]
article-paragraph: The patient is a white man, apparently between thirty and forty years of age, and is said to show plain signs of some disease in his face. He has taken up his residence in one of three cottages at the leper station, which was vacated last year by a young Maori, who was discharged as cured. — [566, 162, 695, 219]
article-subhead: BRITISH ARMY AND AIRMEN. — [305, 791, 405, 799]
article-paragraph: Earl Crewe (Secretary of State for the Colonies), in declining, remarked that the Conference had hitherto comprised Ministers of the Motherland and the dominions. He did not think a departure from that practice would prove convenient. — [153, 588, 282, 637]
article — [154, 644, 283, 817]
article-paragraph: In divorce, Mr. Justice Sim to-day granted a decree nisi in the case of Robert Olds versus Ada Olds. The parties were married in England, then settled in Wanganui. Latterly the petitioner was custodian and swimming instructor, and the respondent lady attendant at the Christchurch Municipal Baths. The decree was granted on the grounds of misconduct. The respondent did not appear. — [566, 809, 695, 883]
article-dateline: By Cable.—Press Association.—Copyright Received August 26, 9.30 p.m. London, August 26. — [155, 325, 281, 349]
article-paragraph: The Labor correspondent of the Manchester Guardian says that Mr. Lloyd-George's railway conciliation scheme is on the verge of collapse. — [153, 121, 282, 153]
article-dateline: Received August 27, 12.30 a.m. Melbourne, Last Night. — [434, 251, 551, 267]
headline-rule — [60, 61, 100, 62]
article-subhead: SHOOTS HER FAITHLESS LOVER. — [299, 542, 411, 550]
article-paragraph: The Orleans Country Republican Convention, heretofore under the influence of the bosses, elected a delegate to the New York State Convention pledged to support Mr. Roosevelt's chairmanship. — [291, 359, 420, 400]
article — [291, 187, 420, 291]
article-paragraph: The Daily Mail says that it is of the utmost importance that the British Government should satisfy themselves and the country regarding the commercial aspects, so that there shall be no opening for any of those misunderstandings which have increased the difficulties of the Japanese in Manchuria. — [16, 145, 145, 203]
article-paragraph: In the Legislative Council this afternoon the Attorney-General, in closing the debate on the second reading of the Crimes Bill, agreed that there should be an indeterminate sentence in certain cases, from the time the prisoner left the dock, as well as an indeterminate sentence after the completion of a determinate sentence. In the matter of the infliction of an indeterminate sentence, this could safely be left to a judge. In regard to the training of prisoners, when it was the founding duty of the State to teach trades in certain cases, the first consideration would be to equip the prisoners thoroughly for agricultural and other occupations pertaining to the cultivation of the land, which offered ample scope for employment, and would take the men out of the centres of population. He pointed to the fact that there were many thousand acres of land north of Auckland, unsuitable for settlement at present, which could be acquired for 5s an acre. It was his idea to acquire 10,000 acres of this land and to render it suitable by prison labor, for occupation as dairy farms, orchards and vineyards, which could be let or sold to the settler at a price that will enable him to make a good living. This would be ample to give the scheme a trial, and employment to 100 prisoners for fifteen years. He could provide 500 acres annually for dairy and fruit farms. He thought it possible to get competent men outside the civil service for the Prisons Board, but a Judge of the Supreme Court should be head of the Board. As to the contention that the Bill was drastic, he pointed out that the fault of the Elmira system was that it did not go far enough in the matter of the indeterminate sentence, and it was proposed to improve on that system. The Bill was read a second time and referred to the Statutes Revision Committee, and the Council rose. — [703, 102, 832, 447]
article-paragraph: Mr. Buchanan denied the correctness of Mr. Buddo's figures, and contended that the Dominion was losing population. The Government should inquire into the cause of the exodus. — [703, 728, 832, 769]
article — [566, 1024, 695, 1120]
article-subhead: HOUSE OF REPRESENTATIVES. DECREASE OF POPULATION. — [716, 461, 820, 477]
article-headline: AMERICAN POLITICS — [310, 304, 400, 315]
headline-rule — [473, 718, 513, 719]
headline-rule — [335, 1035, 375, 1036]
article-headline: SUPREME COURT. — [453, 1080, 532, 1091]
article-subhead: TIMBER SCOW ASHORE. — [589, 914, 671, 922]
headline-rule — [886, 317, 926, 318]
article-subhead: PRESS COMMENTS. — [47, 65, 113, 72]
article-subhead: MUNICIPAL BY-LAW APPEAL CASES. — [431, 1097, 555, 1105]
article-subhead: AUSTRALIAN LADIES' CHAMPIONSHIP. — [592, 1048, 668, 1064]
article-subhead: SPOTTED FEVER. — [326, 952, 385, 960]
article-headline: DIVORCE COURT — [593, 762, 667, 773]
headline-rule — [335, 787, 375, 788]
article-paragraph: NEVER NEGLECT A COLD. A cold should never be treated lightly, as it is always more or less serious. Many people make the mistake of neglecting a cold until some serious lung trouble results. If every cold received the attention it should have the danger of this would be avoided. Every cold can be cured by the use of Chamberlain's Cough Remedy. A bottle of this remedy taken when the cold is first contracted will promptly cure it and not only save doctors' bills, but much suffering and annoyance later on. Sold by all chemists and storekeepers. — [16, 1172, 145, 1278]
article-subhead: BIOGRAPH PICTURE CO. — [864, 321, 947, 329]
article-dateline: By Cable.—Press Association.—Copyright Received August 27, 12.30 a.m. Adelaide, Last Night. — [568, 1068, 693, 1092]
article-dateline: By Cable.—Press Association.—Copyright Received August 26, 9.30 p.m. London, August 26. — [155, 94, 281, 118]
article-paragraph: Mr. Buddo protested at Mr. Allen's remarks about immigration as unfair, and cited figures showing the increase in New Zealand population. — [703, 693, 832, 726]
article-paragraph: Lead.—£12 11s 3d. — [436, 1019, 491, 1027]
article — [429, 579, 558, 691]
article — [291, 48, 420, 181]
article-dateline: By Cable.—Press Association.—Copyright London, August 25. — [23, 76, 138, 92]
